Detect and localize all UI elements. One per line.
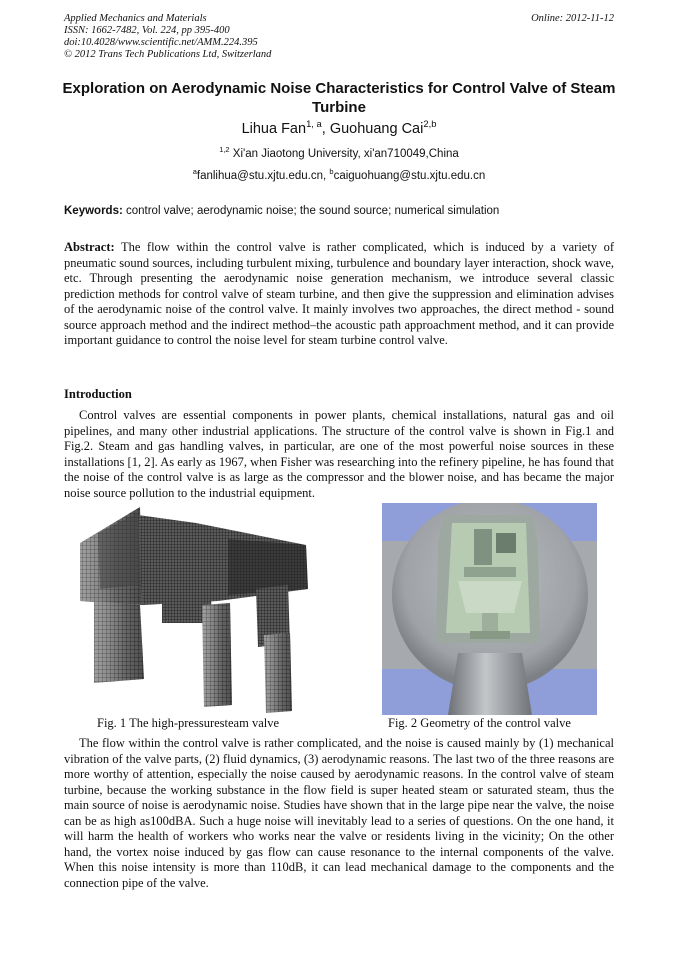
online-date: Online: 2012-11-12 (531, 13, 614, 24)
intro-paragraph-1: Control valves are essential components in power plants, chemical installations, natural gas and oil pipelines, and many other industrial applications. The structure of the control valve is shown in Fig.1 and Fig.2. Steam and gas handling valves, in particular, are one of the most powerful noise sources in these installations [1, 2]. As early as 1967, when Fisher was researching into the refinery pipeline, he has found that the noise of the control valve is as large as the compressor and the blower noise, and has became the major noise source pollution to the industrial equipment. (64, 408, 614, 500)
email-superscript: a (192, 167, 197, 177)
affiliation-superscript: 1,2 (219, 145, 230, 155)
email-separator: , (323, 170, 330, 182)
valve-geometry-drawing (382, 503, 597, 715)
valve-mesh-drawing (80, 507, 308, 713)
copyright-line: © 2012 Trans Tech Publications Ltd, Switzerland (64, 49, 272, 60)
abstract-text: The flow within the control valve is rather complicated, which is induced by a variety of pneumatic sound sources, including turbulent mixing, turbulence and boundary layer interaction, shock wave, etc. Through presenting the aerodynamic noise generation mechanism, we introduce several classic prediction methods for control valve of steam turbine, and then give the suppression and elimination advises of the aerodynamic noise of the control valve. It mainly involves two approaches, the direct method - sound source approach method and the indirect method–the acoustic path approachment method, and it can provide important guidance to control the noise level for steam turbine control valve. (64, 240, 614, 347)
section-heading: Introduction (64, 387, 132, 401)
author-emails (0, 167, 678, 182)
doi-line[interactable]: doi:10.4028/www.scientific.net/AMM.224.395 (64, 37, 258, 48)
author-name: Guohuang Cai (329, 121, 424, 137)
email-link[interactable]: fanlihua@stu.xjtu.edu.cn (196, 170, 324, 182)
paper-title: Exploration on Aerodynamic Noise Characteristics for Control Valve of Steam Turbine (62, 80, 616, 116)
intro-paragraph-2: The flow within the control valve is rather complicated, and the noise is caused mainly by (1) mechanical vibration of the valve parts, (2) fluid dynamics, (3) aerodynamic reasons. The last two of the three reasons are more worthy of attention, especially the noise caused by aerodynamic reasons. In the control valve of steam turbine, because the working substance in the flow field is super heated steam or saturated steam, thus the main source of noise is aerodynamic noise. Studies have shown that in the large pipe near the valve, the noise can be as high as100dBA. Such a huge noise will inevitably lead to a series of questions. On the one hand, it will harm the health of workers who works near the valve or residents living in the vicinity; On the other hand, the vortex noise induced by gas flow can cause resonance to the internal components of the valve. When this noise intensity is more than 110dB, it can lead mechanical damage to the components and the connection pipe of the valve. (64, 736, 614, 890)
email-link[interactable]: caiguohuang@stu.xjtu.edu.cn (333, 170, 486, 182)
affiliation-text: Xi'an Jiaotong University, xi'an710049,China (229, 148, 459, 160)
figure-2-geometry-image (382, 503, 597, 715)
author-separator: , (321, 121, 330, 137)
abstract-label: Abstract: (64, 240, 115, 254)
affiliation (0, 145, 678, 160)
journal-header (64, 13, 614, 61)
author-superscript: 1, a (306, 118, 322, 130)
keywords-text: control valve; aerodynamic noise; the sound source; numerical simulation (122, 205, 500, 217)
keywords (64, 205, 624, 217)
email-superscript: b (329, 167, 334, 177)
figure-1-caption: Fig. 1 The high-pressuresteam valve (97, 716, 280, 730)
abstract (64, 240, 614, 349)
author-list (0, 118, 678, 137)
figure-2-caption: Fig. 2 Geometry of the control valve (388, 716, 571, 730)
journal-name: Applied Mechanics and Materials (64, 13, 207, 24)
author-superscript: 2,b (423, 118, 437, 130)
keywords-label: Keywords: (64, 205, 123, 217)
author-name: Lihua Fan (241, 121, 307, 137)
issn-line: ISSN: 1662-7482, Vol. 224, pp 395-400 (64, 25, 230, 36)
figure-1-mesh-image (78, 505, 310, 715)
